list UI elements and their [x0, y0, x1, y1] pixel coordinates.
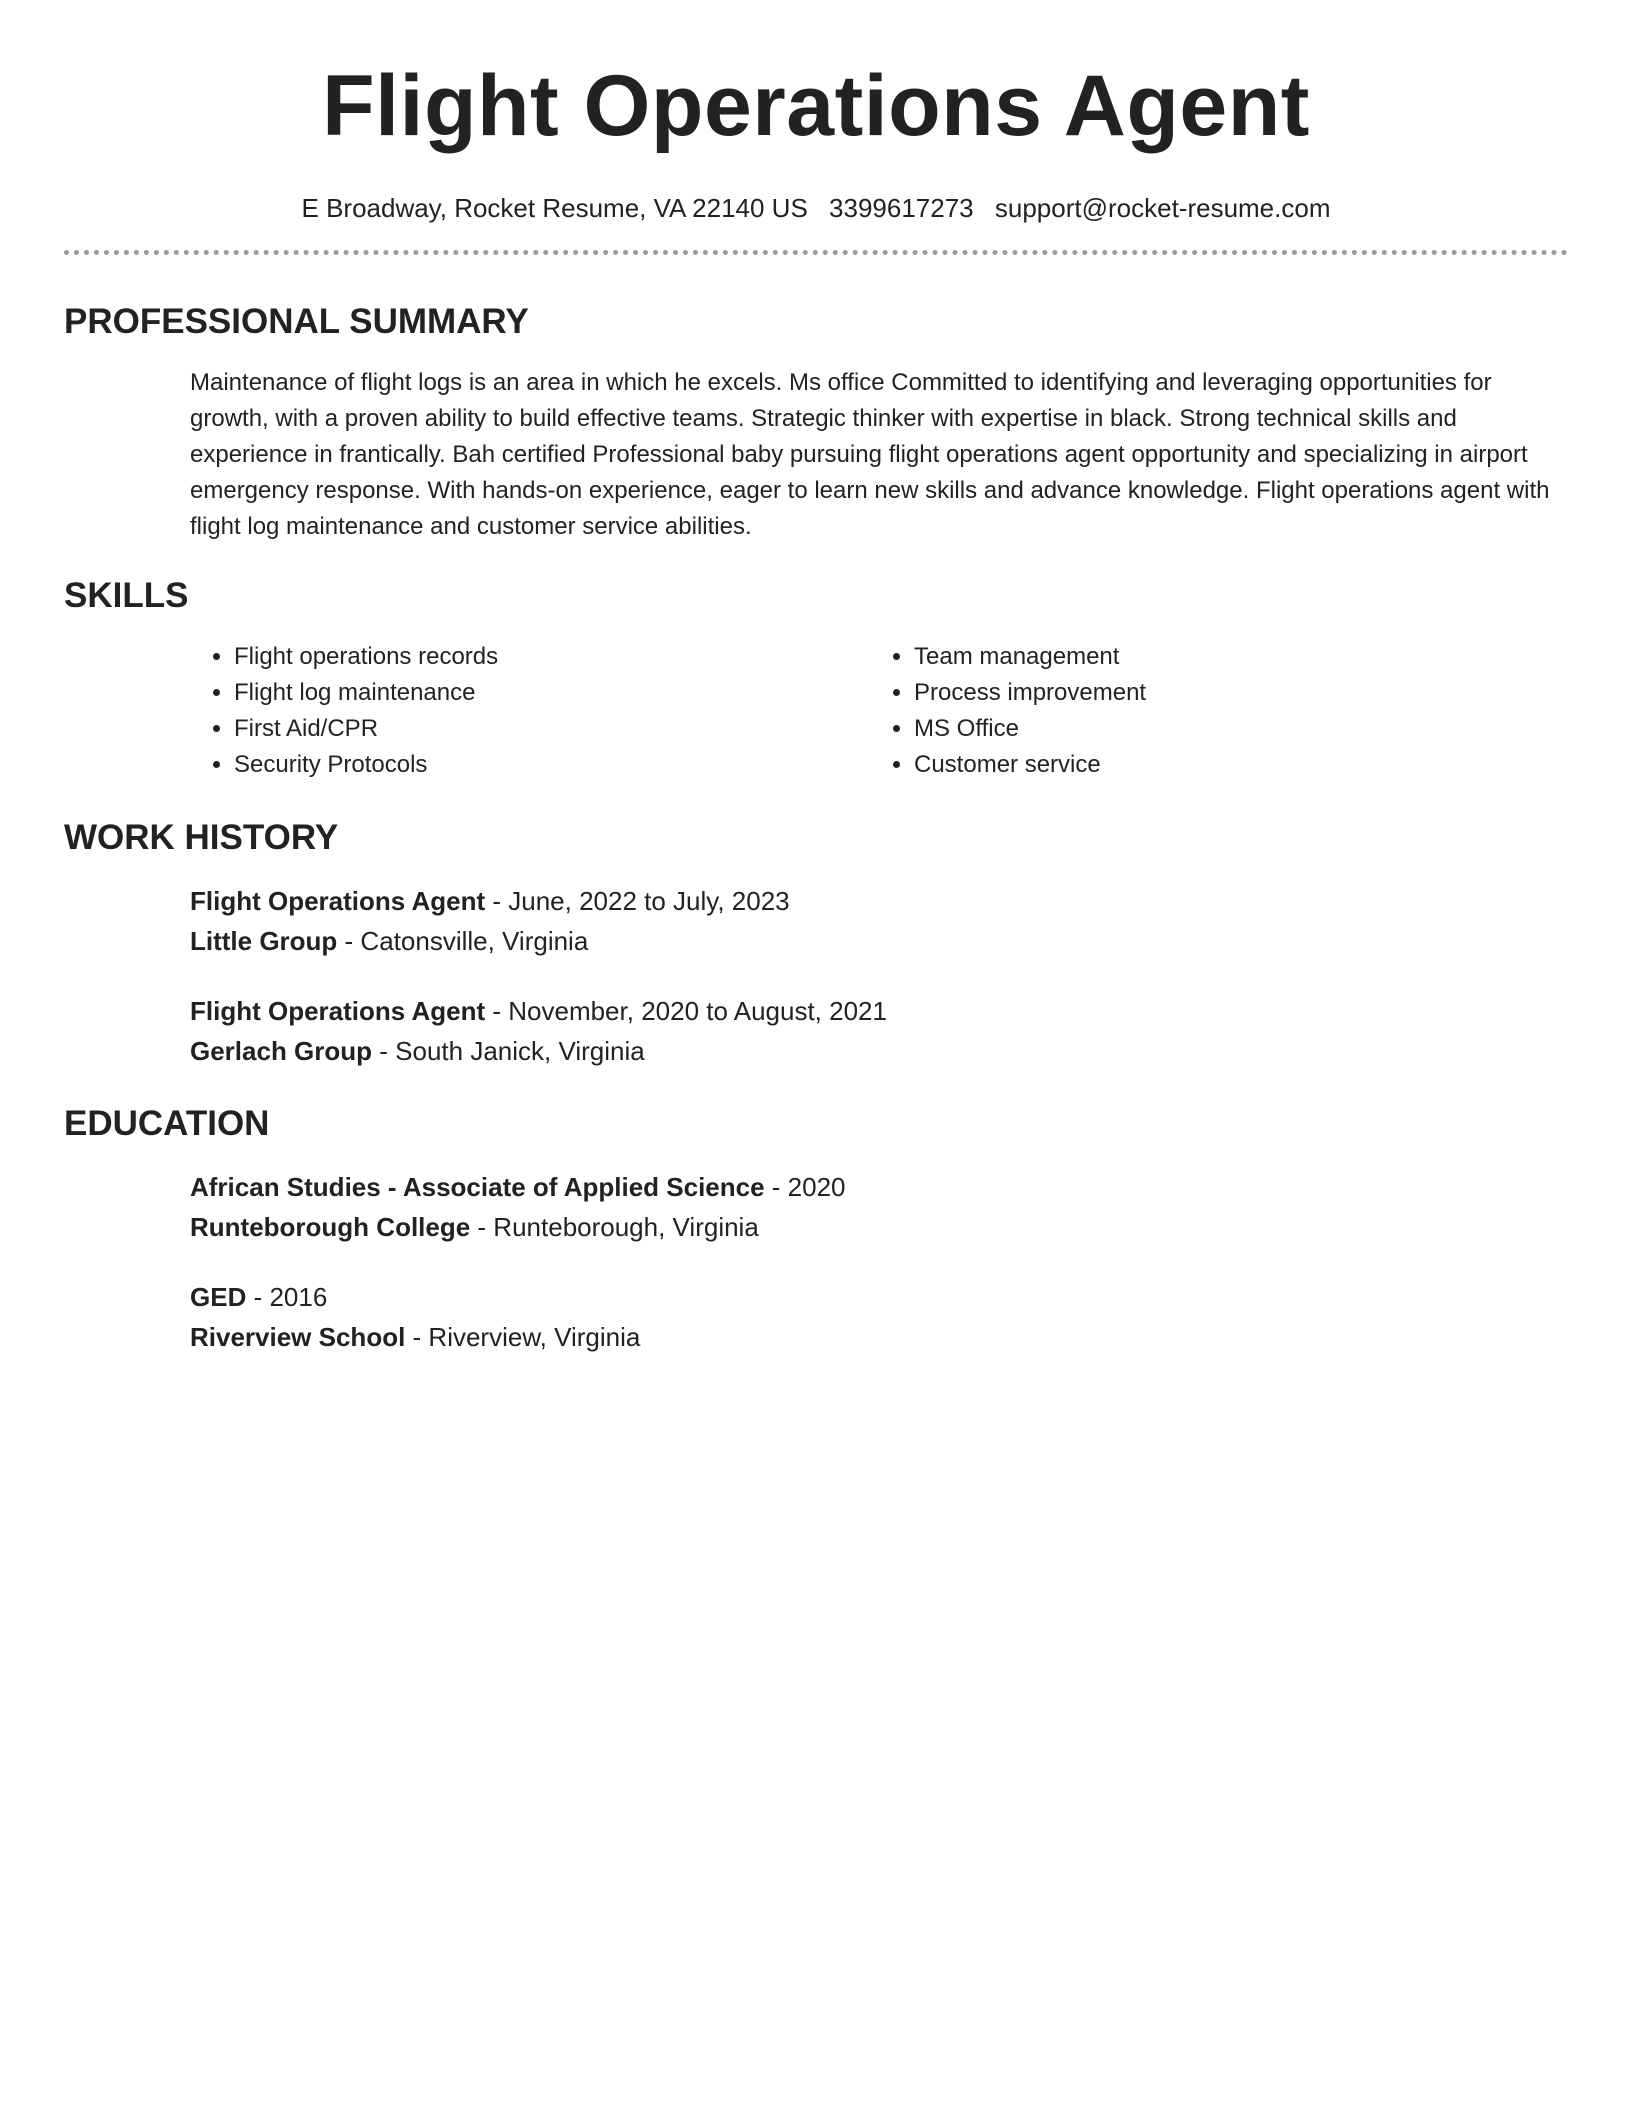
work-history-section	[64, 817, 1568, 1071]
school-name: Runteborough College	[190, 1212, 471, 1242]
job-title: Flight Operations Agent	[190, 886, 486, 916]
work-entry-title-line	[190, 991, 1568, 1031]
company-location: - Catonsville, Virginia	[337, 926, 589, 956]
degree-name: GED	[190, 1282, 247, 1312]
school-name: Riverview School	[190, 1322, 406, 1352]
work-entry	[190, 991, 1568, 1071]
skill-item: • Security Protocols	[234, 747, 870, 783]
work-entry-company-line	[190, 1031, 1568, 1071]
job-dates: - June, 2022 to July, 2023	[485, 886, 790, 916]
work-entry-title-line	[190, 881, 1568, 921]
skill-item: • MS Office	[914, 711, 1550, 747]
education-entry-degree-line	[190, 1167, 1568, 1207]
skills-column-right	[870, 639, 1550, 783]
degree-year: - 2016	[246, 1282, 328, 1312]
work-history-heading: WORK HISTORY	[64, 818, 339, 857]
contact-email: support@rocket-resume.com	[994, 193, 1331, 223]
education-entry-school-line	[190, 1207, 1568, 1247]
degree-name: African Studies - Associate of Applied Science	[190, 1172, 765, 1202]
education-entry-degree-line	[190, 1277, 1568, 1317]
work-entry	[190, 881, 1568, 961]
education-entry-school-line	[190, 1317, 1568, 1357]
resume-header	[64, 0, 1568, 224]
summary-section	[64, 301, 1568, 545]
education-entry	[190, 1167, 1568, 1247]
work-entry-company-line	[190, 921, 1568, 961]
header-divider	[64, 250, 1568, 255]
skill-item: • Flight operations records	[234, 639, 870, 675]
contact-phone: 3399617273	[829, 193, 974, 223]
education-entry	[190, 1277, 1568, 1357]
skill-item: • Customer service	[914, 747, 1550, 783]
degree-year: - 2020	[764, 1172, 846, 1202]
resume-page	[64, 0, 1568, 1357]
job-dates: - November, 2020 to August, 2021	[485, 996, 887, 1026]
company-name: Gerlach Group	[190, 1036, 373, 1066]
school-location: - Runteborough, Virginia	[470, 1212, 759, 1242]
skills-column-left	[190, 639, 870, 783]
school-location: - Riverview, Virginia	[405, 1322, 641, 1352]
skills-section	[64, 575, 1568, 783]
skills-list	[190, 639, 1568, 783]
skill-item: • Flight log maintenance	[234, 675, 870, 711]
company-location: - South Janick, Virginia	[372, 1036, 645, 1066]
skill-item: • Team management	[914, 639, 1550, 675]
company-name: Little Group	[190, 926, 338, 956]
contact-line	[64, 192, 1568, 224]
skill-item: • Process improvement	[914, 675, 1550, 711]
skills-heading: SKILLS	[64, 576, 189, 615]
education-section	[64, 1103, 1568, 1357]
summary-text: Maintenance of flight logs is an area in which he excels. Ms office Committed to identifying and leveraging opportunities for growth, with a proven ability to build effective teams. Strategic thinker with expertise in black. Strong technical skills and experience in frantically. Bah certified Professional baby pursuing flight operations agent opportunity and specializing in airport emergency response. With hands-on experience, eager to learn new skills and advance knowledge. Flight operations agent with flight log maintenance and customer service abilities.	[190, 369, 1550, 540]
job-title: Flight Operations Agent	[190, 996, 486, 1026]
contact-address: E Broadway, Rocket Resume, VA 22140 US	[301, 193, 808, 223]
education-heading: EDUCATION	[64, 1104, 270, 1143]
summary-heading: PROFESSIONAL SUMMARY	[64, 302, 529, 341]
candidate-name: Flight Operations Agent	[322, 58, 1310, 154]
skill-item: • First Aid/CPR	[234, 711, 870, 747]
